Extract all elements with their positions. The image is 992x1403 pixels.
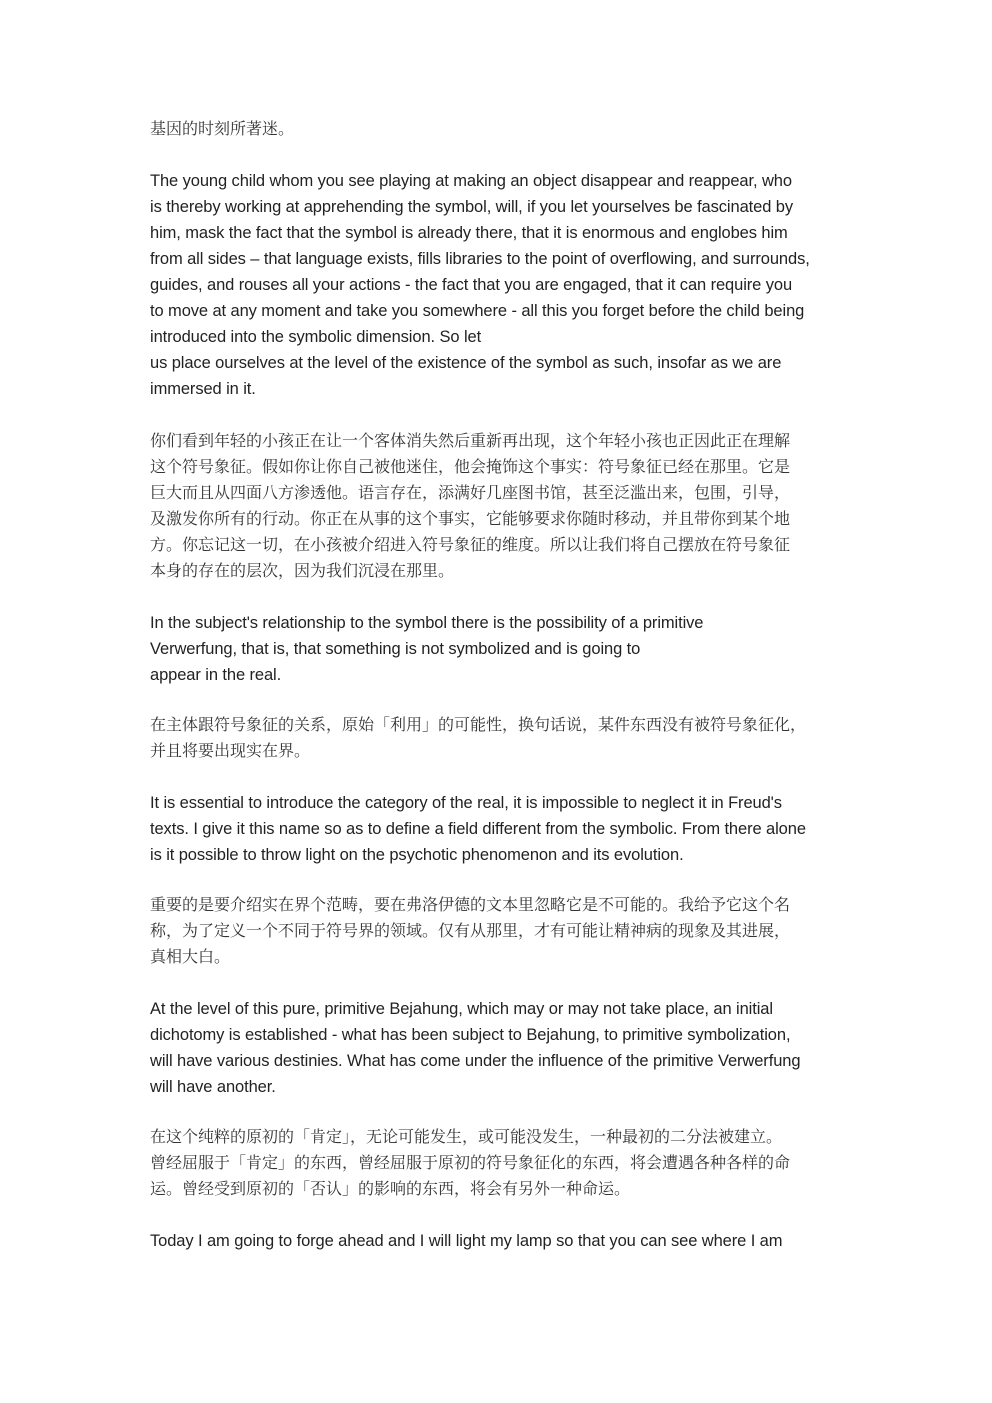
text-line: us place ourselves at the level of the existence of the symbol as such, insofar as we are (150, 354, 782, 372)
text-line: will have another. (150, 1078, 276, 1096)
text-line: 真相大白。 (150, 947, 231, 966)
text-line: immersed in it. (150, 380, 256, 398)
text-line: 运。曾经受到原初的「否认」的影响的东西，将会有另外一种命运。 (150, 1179, 631, 1198)
paragraph-8 (150, 1124, 842, 1202)
text-line: 基因的时刻所著迷。 (150, 119, 295, 138)
paragraph-7 (150, 996, 842, 1100)
text-line: Verwerfung, that is, that something is not symbolized and is going to (150, 640, 641, 658)
paragraph-gap (150, 142, 842, 168)
text-line: 本身的存在的层次，因为我们沉浸在那里。 (150, 561, 455, 580)
paragraph-gap (150, 970, 842, 996)
paragraph-gap (150, 868, 842, 892)
paragraph-6 (150, 892, 842, 970)
text-line: dichotomy is established - what has been subject to Bejahung, to primitive symbolization, (150, 1026, 791, 1044)
paragraph-3 (150, 610, 842, 688)
text-line: is thereby working at apprehending the symbol, will, if you let yourselves be fascinated by (150, 198, 793, 216)
text-line: 方。你忘记这一切，在小孩被介绍进入符号象征的维度。所以让我们将自己摆放在符号象征 (150, 535, 791, 554)
paragraph-gap (150, 584, 842, 610)
text-line: guides, and rouses all your actions - the fact that you are engaged, that it can require you (150, 276, 793, 294)
text-line: 在这个纯粹的原初的「肯定」，无论可能发生，或可能没发生，一种最初的二分法被建立。 (150, 1127, 783, 1146)
text-line: 及激发你所有的行动。你正在从事的这个事实，它能够要求你随时移动，并且带你到某个地 (150, 509, 791, 528)
text-line: him, mask the fact that the symbol is already there, that it is enormous and englobes him (150, 224, 788, 242)
paragraph-9 (150, 1228, 842, 1254)
paragraph-0 (150, 116, 842, 142)
text-line: 并且将要出现实在界。 (150, 741, 311, 760)
paragraph-gap (150, 1202, 842, 1228)
paragraph-1 (150, 168, 842, 402)
text-line: 你们看到年轻的小孩正在让一个客体消失然后重新再出现，这个年轻小孩也正因此正在理解 (150, 431, 791, 450)
text-line: 巨大而且从四面八方渗透他。语言存在，添满好几座图书馆，甚至泛滥出来，包围，引导， (150, 483, 791, 502)
text-line: 称，为了定义一个不同于符号界的领域。仅有从那里，才有可能让精神病的现象及其进展， (150, 921, 791, 940)
paragraph-5 (150, 790, 842, 868)
text-line: In the subject's relationship to the symbol there is the possibility of a primitive (150, 614, 704, 632)
paragraph-gap (150, 688, 842, 712)
text-line: to move at any moment and take you somewhere - all this you forget before the child being (150, 302, 805, 320)
text-line: from all sides – that language exists, fills libraries to the point of overflowing, and surrounds, (150, 250, 810, 268)
text-line: 曾经屈服于「肯定」的东西，曾经屈服于原初的符号象征化的东西，将会遭遇各种各样的命 (150, 1153, 791, 1172)
text-line: It is essential to introduce the category of the real, it is impossible to neglect it in Freud's (150, 794, 782, 812)
paragraph-4 (150, 712, 842, 764)
text-line: 重要的是要介绍实在界个范畴，要在弗洛伊德的文本里忽略它是不可能的。我给予它这个名 (150, 895, 791, 914)
paragraph-gap (150, 1100, 842, 1124)
text-line: appear in the real. (150, 666, 282, 684)
text-line: will have various destinies. What has come under the influence of the primitive Verwerfung (150, 1052, 801, 1070)
text-line: Today I am going to forge ahead and I will light my lamp so that you can see where I am (150, 1232, 783, 1250)
text-line: introduced into the symbolic dimension. So let (150, 328, 482, 346)
text-line: is it possible to throw light on the psychotic phenomenon and its evolution. (150, 846, 684, 864)
text-line: 这个符号象征。假如你让你自己被他迷住，他会掩饰这个事实：符号象征已经在那里。它是 (150, 457, 791, 476)
text-line: 在主体跟符号象征的关系，原始「利用」的可能性，换句话说，某件东西没有被符号象征化， (150, 715, 807, 734)
text-line: texts. I give it this name so as to define a field different from the symbolic. From there alone (150, 820, 806, 838)
paragraph-gap (150, 402, 842, 428)
text-line: The young child whom you see playing at making an object disappear and reappear, who (150, 172, 792, 190)
paragraph-2 (150, 428, 842, 584)
document-page (150, 116, 842, 1254)
paragraph-gap (150, 764, 842, 790)
text-line: At the level of this pure, primitive Bejahung, which may or may not take place, an initial (150, 1000, 773, 1018)
